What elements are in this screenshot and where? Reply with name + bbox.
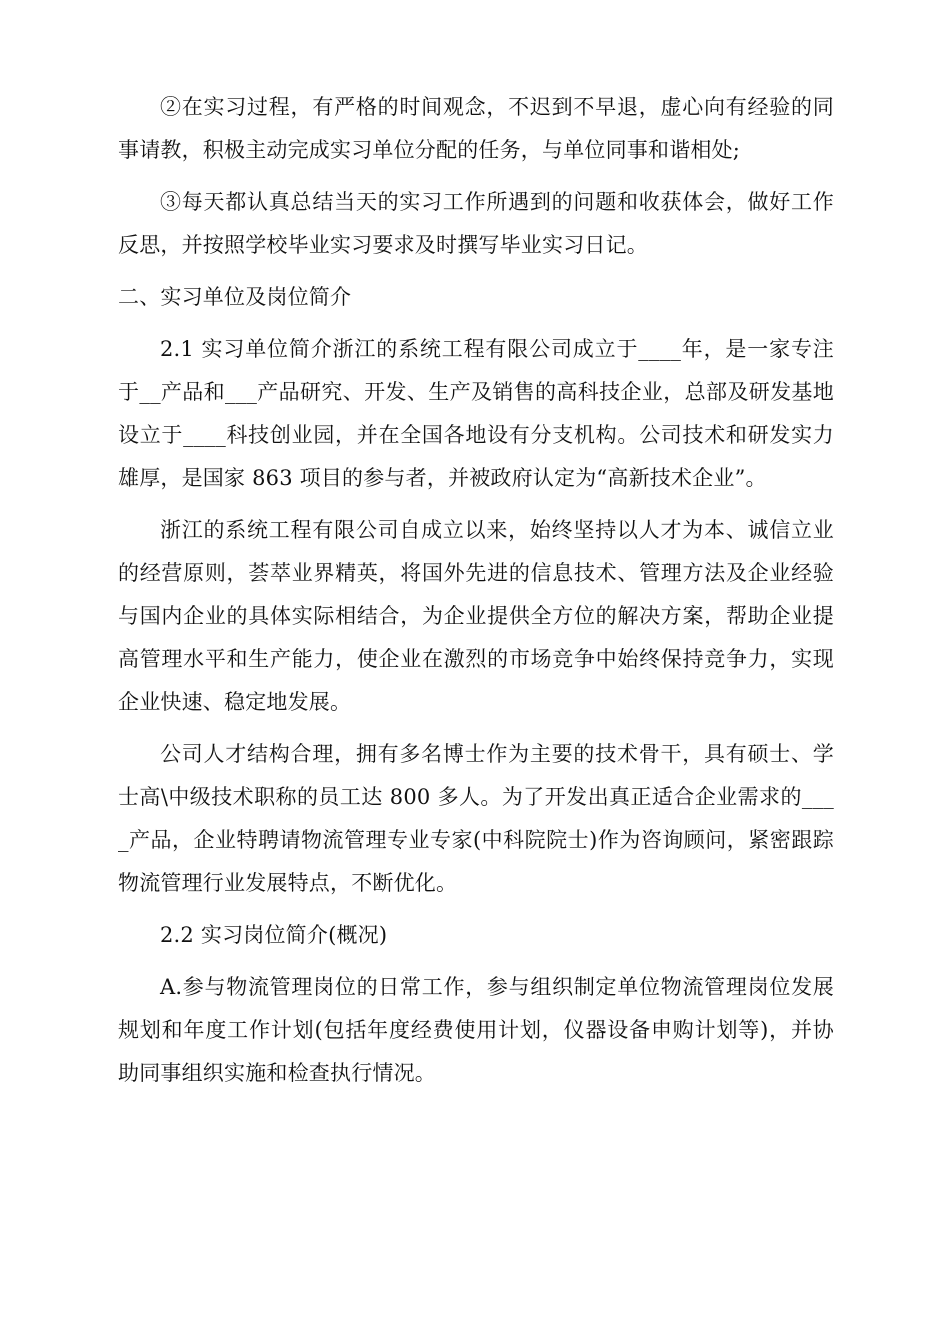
paragraph-item-2: ②在实习过程，有严格的时间观念，不迟到不早退，虚心向有经验的同事请教，积极主动完成实习单位分配的任务，与单位同事和谐相处; <box>118 95 834 162</box>
paragraph-company-principles: 浙江的系统工程有限公司自成立以来，始终坚持以人才为本、诚信立业的经营原则，荟萃业界精英，将国外先进的信息技术、管理方法及企业经验与国内企业的具体实际相结合，为企业提供全方位的解决方案，帮助企业提高管理水平和生产能力，使企业在激烈的市场竞争中始终保持竞争力，实现企业快速、稳定地发展。 <box>118 518 834 714</box>
paragraph-company-talent: 公司人才结构合理，拥有多名博士作为主要的技术骨干，具有硕士、学士高\中级技术职称的员工达 800 多人。为了开发出真正适合企业需求的____产品，企业特聘请物流管理专业专家(中科院院士)作为咨询顾问，紧密跟踪物流管理行业发展特点，不断优化。 <box>118 742 834 895</box>
subsection-heading-position: 2.2 实习岗位简介(概况) <box>160 923 388 947</box>
paragraph-company-intro: 2.1 实习单位简介浙江的系统工程有限公司成立于____年，是一家专注于__产品和___产品研究、开发、生产及销售的高科技企业，总部及研发基地设立于____科技创业园，并在全国各地设有分支机构。公司技术和研发实力雄厚，是国家 863 项目的参与者，并被政府认定为“高新技术企业”。 <box>118 337 834 490</box>
section-heading: 二、实习单位及岗位简介 <box>118 285 352 309</box>
document-body <box>118 86 834 1104</box>
paragraph-position-a: A.参与物流管理岗位的日常工作，参与组织制定单位物流管理岗位发展规划和年度工作计划(包括年度经费使用计划，仪器设备申购计划等)，并协助同事组织实施和检查执行情况。 <box>118 975 834 1085</box>
paragraph-item-3: ③每天都认真总结当天的实习工作所遇到的问题和收获体会，做好工作反思，并按照学校毕业实习要求及时撰写毕业实习日记。 <box>118 190 834 257</box>
